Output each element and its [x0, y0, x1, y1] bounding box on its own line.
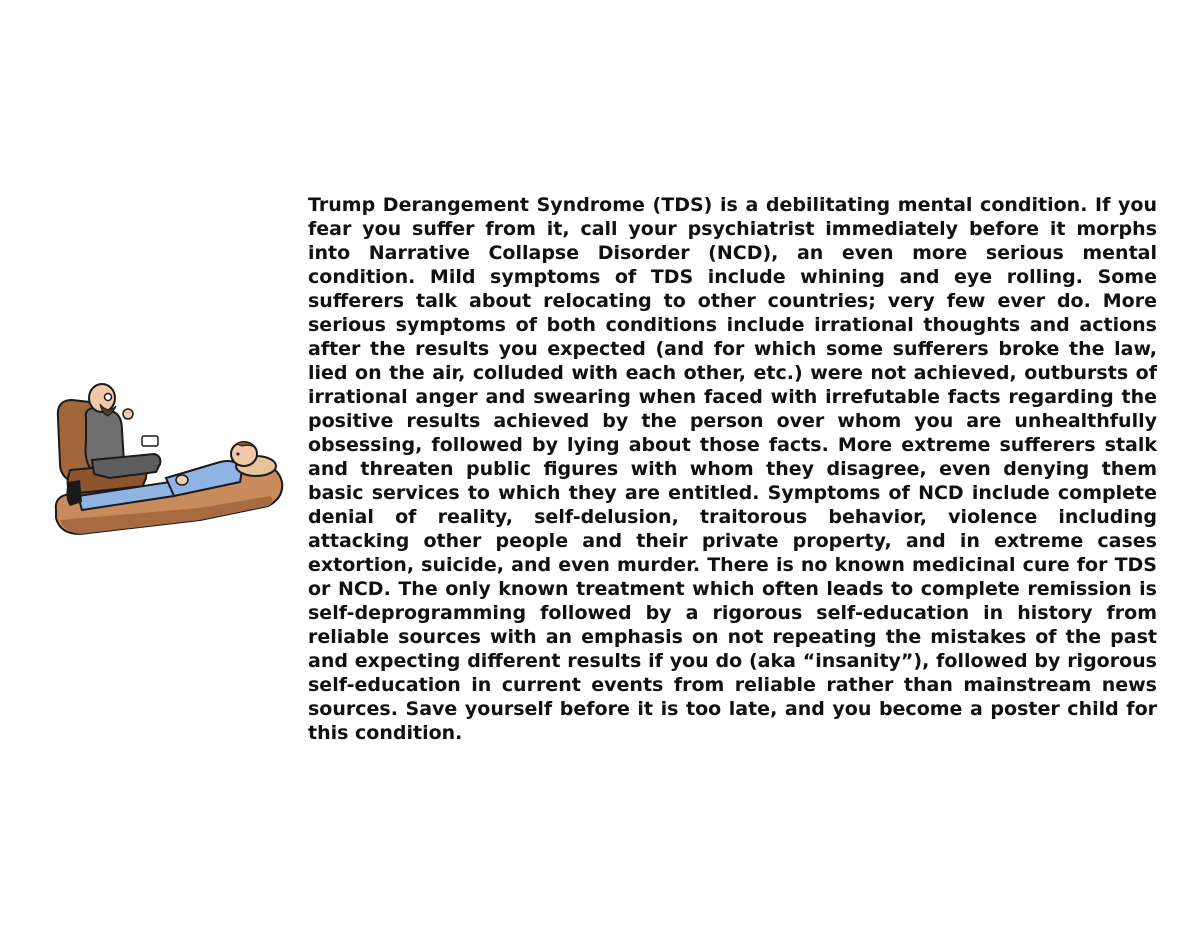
body-paragraph: Trump Derangement Syndrome (TDS) is a debilitating mental condition. If you fear you suffer from it, call your psychiatrist immediately before it morphs into Narrative Collapse Disorder (NCD), an even more serious mental condition. Mild symptoms of TDS include whining and eye rolling. Some sufferers talk about relocating to other countries; very few ever do. More serious symptoms of both conditions include irrational thoughts and actions after the results you expected (and for which some sufferers broke the law, lied on the air, colluded with each other, etc.) were not achieved, outbursts of irrational anger and swearing when faced with irrefutable facts regarding the positive results achieved by the person over whom you are unhealthfully obsessing, followed by lying about those facts. More extreme sufferers stalk and threaten public figures with whom they disagree, even denying them basic services to which they are entitled. Symptoms of NCD include complete denial of reality, self-delusion, traitorous behavior, violence including attacking other people and their private property, and in extreme cases extortion, suicide, and even murder. There is no known medicinal cure for TDS or NCD. The only known treatment which often leads to complete remission is self-deprogramming followed by a rigorous self-education in history from reliable sources with an emphasis on not repeating the mistakes of the past and expecting different results if you do (aka “insanity”), followed by rigorous self-education in current events from reliable rather than mainstream news sources. Save yourself before it is too late, and you become a poster child for this condition. — [308, 194, 1157, 744]
therapist-couch-icon — [50, 378, 288, 550]
therapist-session-illustration — [50, 378, 288, 550]
